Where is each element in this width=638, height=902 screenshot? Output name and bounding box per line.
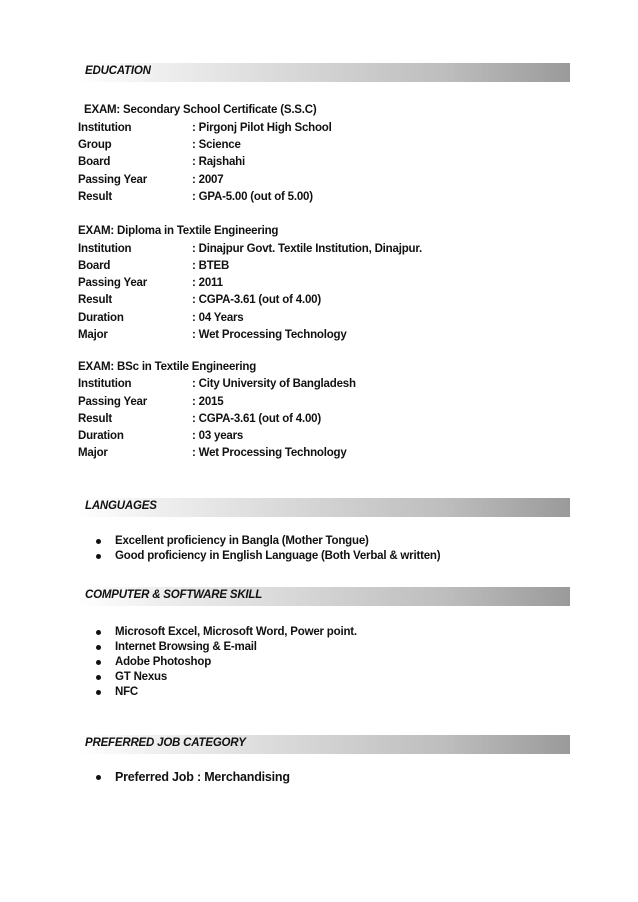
bullet-icon bbox=[96, 554, 101, 559]
section-title: LANGUAGES bbox=[85, 500, 157, 512]
row-value: : 04 Years bbox=[192, 312, 244, 324]
section-header-education bbox=[78, 63, 570, 82]
row-value: : 03 years bbox=[192, 430, 244, 442]
exam-title-ssc: EXAM: Secondary School Certificate (S.S.C) bbox=[84, 104, 317, 116]
section-title: PREFERRED JOB CATEGORY bbox=[85, 737, 246, 749]
list-item-text: Excellent proficiency in Bangla (Mother Tongue) bbox=[115, 535, 369, 547]
list-item-text: Preferred Job : Merchandising bbox=[115, 770, 290, 784]
row-label: Result bbox=[78, 413, 112, 425]
bullet-icon bbox=[96, 630, 101, 635]
row-label: Result bbox=[78, 294, 112, 306]
row-label: Board bbox=[78, 156, 111, 168]
row-value: : GPA-5.00 (out of 5.00) bbox=[192, 191, 313, 203]
exam-title-diploma: EXAM: Diploma in Textile Engineering bbox=[78, 225, 279, 237]
row-label: Group bbox=[78, 139, 112, 151]
row-value: : 2015 bbox=[192, 396, 224, 408]
exam-title-bsc: EXAM: BSc in Textile Engineering bbox=[78, 361, 257, 373]
row-label: Institution bbox=[78, 122, 132, 134]
list-item-text: NFC bbox=[115, 686, 139, 698]
row-value: : 2007 bbox=[192, 174, 224, 186]
row-label: Major bbox=[78, 447, 108, 459]
row-value: : Pirgonj Pilot High School bbox=[192, 122, 332, 134]
list-item-text: GT Nexus bbox=[115, 671, 168, 683]
list-item-text: Good proficiency in English Language (Both Verbal & written) bbox=[115, 550, 441, 562]
section-title: EDUCATION bbox=[85, 65, 151, 77]
row-label: Passing Year bbox=[78, 277, 147, 289]
bullet-icon bbox=[96, 645, 101, 650]
row-label: Institution bbox=[78, 243, 132, 255]
row-value: : City University of Bangladesh bbox=[192, 378, 356, 390]
row-value: : Wet Processing Technology bbox=[192, 447, 347, 459]
row-value: : Rajshahi bbox=[192, 156, 245, 168]
row-value: : 2011 bbox=[192, 277, 223, 289]
list-item-text: Microsoft Excel, Microsoft Word, Power point. bbox=[115, 626, 357, 638]
row-value: : Dinajpur Govt. Textile Institution, Dinajpur. bbox=[192, 243, 422, 255]
bullet-icon bbox=[96, 675, 101, 680]
row-label: Major bbox=[78, 329, 108, 341]
row-label: Passing Year bbox=[78, 174, 147, 186]
bullet-icon bbox=[96, 660, 101, 665]
row-label: Passing Year bbox=[78, 396, 147, 408]
row-label: Board bbox=[78, 260, 111, 272]
list-item-text: Internet Browsing & E-mail bbox=[115, 641, 257, 653]
row-value: : CGPA-3.61 (out of 4.00) bbox=[192, 413, 321, 425]
row-value: : CGPA-3.61 (out of 4.00) bbox=[192, 294, 321, 306]
section-title: COMPUTER & SOFTWARE SKILL bbox=[85, 589, 263, 601]
bullet-icon bbox=[96, 775, 101, 780]
list-item-text: Adobe Photoshop bbox=[115, 656, 212, 668]
row-value: : BTEB bbox=[192, 260, 230, 272]
row-label: Result bbox=[78, 191, 112, 203]
row-value: : Wet Processing Technology bbox=[192, 329, 347, 341]
section-header-computer-skill bbox=[78, 587, 570, 606]
row-label: Institution bbox=[78, 378, 132, 390]
bullet-icon bbox=[96, 539, 101, 544]
row-value: : Science bbox=[192, 139, 241, 151]
bullet-icon bbox=[96, 690, 101, 695]
section-header-preferred-job bbox=[78, 735, 570, 754]
row-label: Duration bbox=[78, 430, 124, 442]
row-label: Duration bbox=[78, 312, 124, 324]
section-header-languages bbox=[78, 498, 570, 517]
